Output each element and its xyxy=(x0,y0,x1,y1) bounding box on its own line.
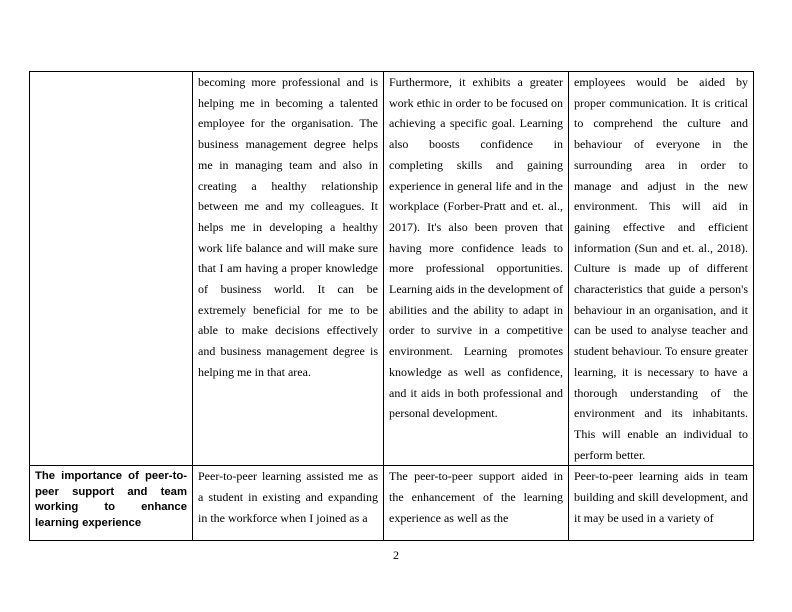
row1-reflection-cell: becoming more professional and is helping me in becoming a talented employee for the organisation. The business management degree helps me in managing team and also in creating a healthy relationship between me and my colleagues. It helps me in developing a healthy work life balance and will make sure that I am having a proper knowledge of business world. It can be extremely beneficial for me to be able to make decisions effectively and business management degree is helping me in that area. xyxy=(193,72,384,466)
row2-reflection-cell: Peer-to-peer learning assisted me as a student in existing and expanding in the workforce when I joined as a xyxy=(193,466,384,541)
row1-heading-cell xyxy=(30,72,193,466)
row2-culture-cell: Peer-to-peer learning aids in team building and skill development, and it may be used in a variety of xyxy=(569,466,754,541)
row1-culture-cell: employees would be aided by proper communication. It is critical to comprehend the culture and behaviour of everyone in the surrounding area in order to manage and adjust in the new environment. This will aid in gaining effective and efficient information (Sun and et. al., 2018). Culture is made up of different characteristics that guide a person's behaviour in an organisation, and it can be used to analyse teacher and student behaviour. To ensure greater learning, it is necessary to have a thorough understanding of the environment and its inhabitants. This will enable an individual to perform better. xyxy=(569,72,754,466)
content-table xyxy=(29,71,754,541)
row-heading-peer-support: The importance of peer-to-peer support and team working to enhance learning experience xyxy=(35,470,187,529)
table-row xyxy=(30,72,754,466)
page-number: 2 xyxy=(393,548,399,562)
row2-heading-cell xyxy=(30,466,193,541)
row2-learning-cell: The peer-to-peer support aided in the enhancement of the learning experience as well as the xyxy=(384,466,569,541)
table-row xyxy=(30,466,754,541)
row1-learning-cell: Furthermore, it exhibits a greater work ethic in order to be focused on achieving a specific goal. Learning also boosts confidence in completing skills and gaining experience in general life and in the workplace (Forber-Pratt and et. al., 2017). It's also been proven that having more confidence leads to more professional opportunities. Learning aids in the development of abilities and the ability to adapt in order to survive in a competitive environment. Learning promotes knowledge as well as confidence, and it aids in both professional and personal development. xyxy=(384,72,569,466)
